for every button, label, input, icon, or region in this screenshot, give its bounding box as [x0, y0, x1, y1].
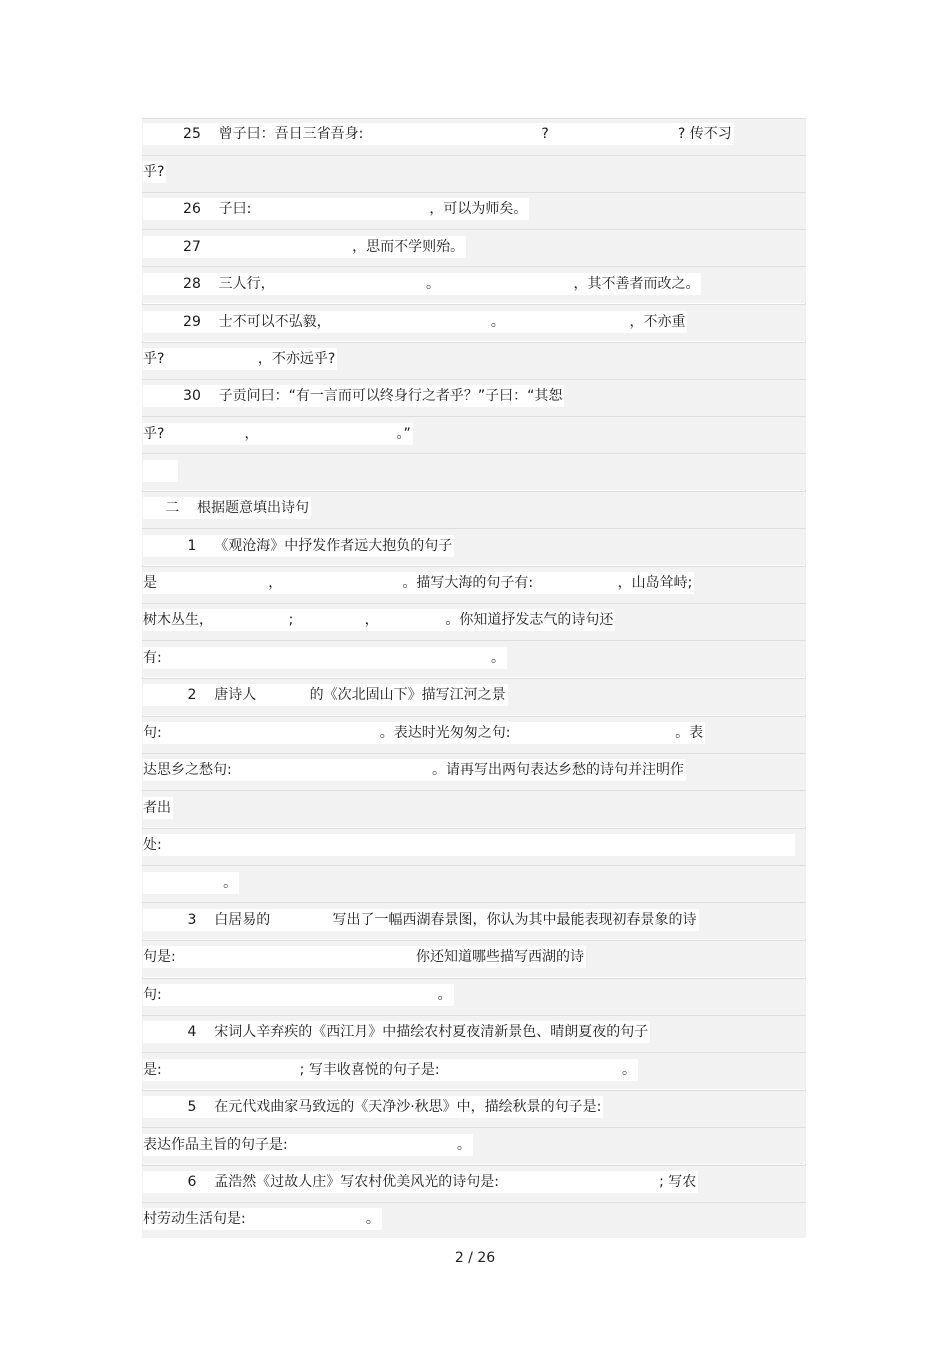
text-line: 村劳动生活句是: 。 [143, 1208, 382, 1230]
text-line: 1 《观沧海》中抒发作者远大抱负的句子 [143, 535, 454, 557]
text-line: 4 宋词人辛弃疾的《西江月》中描绘农村夏夜清新景色、晴朗夏夜的句子 [143, 1021, 650, 1043]
text-line: 3 白居易的 写出了一幅西湖春景图，你认为其中最能表现初春景象的诗 [143, 909, 699, 931]
text-line: 树木丛生， ; ， 。你知道抒发志气的诗句还 [143, 609, 615, 631]
text-line: 表达作品主旨的句子是: 。 [143, 1134, 473, 1156]
text-line: 是 ， 。描写大海的句子有: ，山岛耸峙; [143, 572, 694, 594]
text-line: 26 子曰: ，可以为师矣。 [143, 198, 529, 220]
text-line: 句是: 你还知道哪些描写西湖的诗 [143, 946, 586, 968]
text-line: 乎? [143, 161, 166, 183]
table-row [142, 790, 806, 827]
table-row [142, 155, 806, 192]
text-line: 处: [143, 834, 795, 856]
text-line: 是: ; 写丰收喜悦的句子是: 。 [143, 1059, 638, 1081]
text-line: 达思乡之愁句: 。请再写出两句表达乡愁的诗句并注明作 [143, 759, 686, 781]
text-line: 2 唐诗人 的《次北固山下》描写江河之景 [143, 684, 508, 706]
table-row [142, 453, 806, 490]
table-row [142, 865, 806, 902]
text-line: 6 孟浩然《过故人庄》写农村优美风光的诗句是: ; 写农 [143, 1171, 698, 1193]
text-line: 乎? ， 。” [143, 423, 413, 445]
text-line: 25 曾子曰：吾日三省吾身: ? ? 传不习 [143, 123, 734, 145]
text-line: 5 在元代戏曲家马致远的《天净沙·秋思》中，描绘秋景的句子是: [143, 1096, 603, 1118]
text-line: 有: 。 [143, 647, 507, 669]
page-number: 2 / 26 [454, 1250, 496, 1266]
text-line: 乎? ，不亦远乎? [143, 348, 337, 370]
text-line: 。 [143, 872, 239, 894]
text-line: 句: 。表达时光匆匆之句: 。表 [143, 722, 705, 744]
text-line: 27 ，思而不学则殆。 [143, 236, 466, 258]
text-line: 者出 [143, 797, 173, 819]
text-line: 句: 。 [143, 984, 454, 1006]
section-heading: 二 根据题意填出诗句 [143, 497, 311, 519]
text-line [143, 460, 178, 482]
text-line: 28 三人行， 。 ，其不善者而改之。 [143, 273, 701, 295]
text-line: 29 士不可以不弘毅， 。 ，不亦重 [143, 311, 687, 333]
text-line: 30 子贡问曰：“有一言而可以终身行之者乎？”子曰：“其恕 [143, 385, 564, 407]
